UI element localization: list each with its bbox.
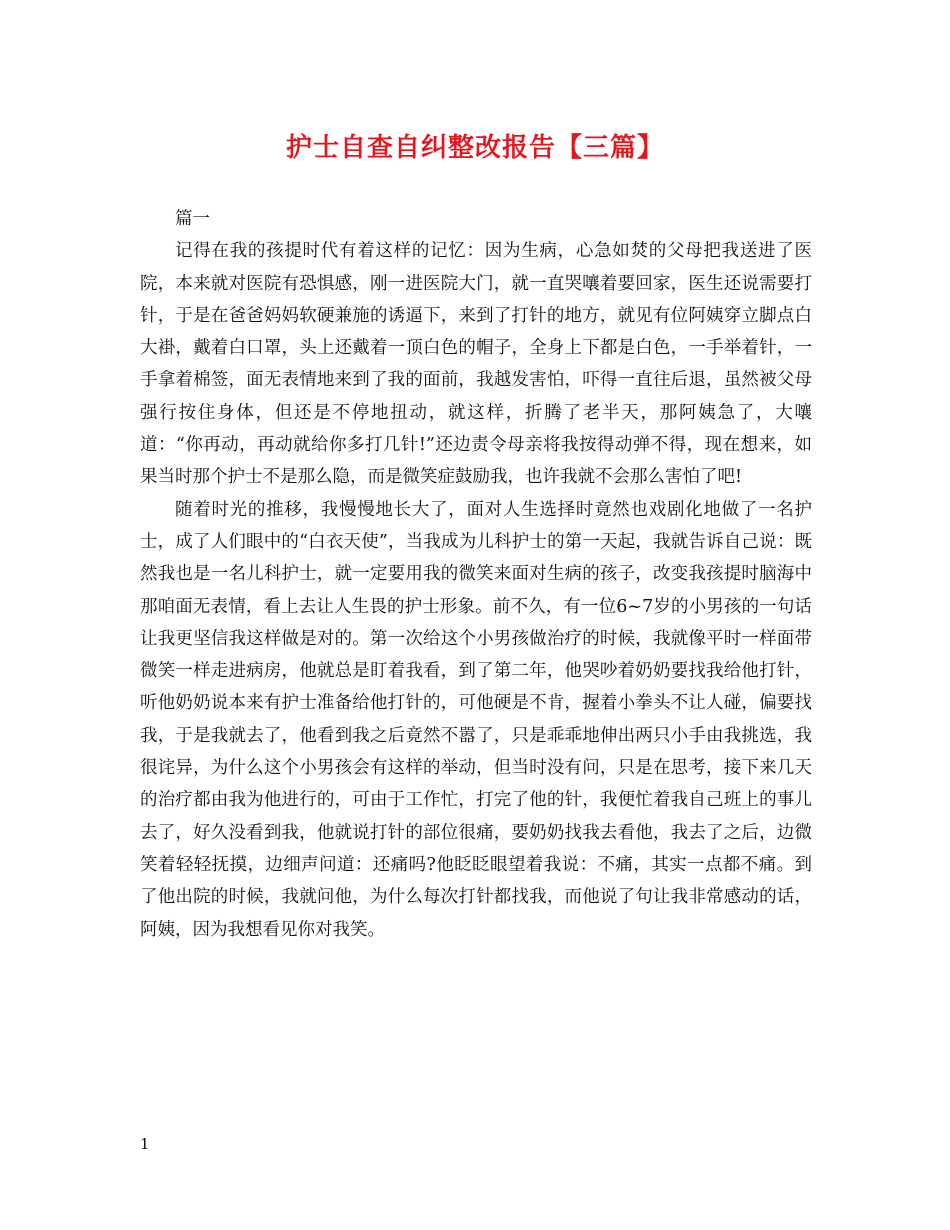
section-label: 篇一 bbox=[175, 209, 210, 229]
page-number: 1 bbox=[140, 1135, 150, 1153]
paragraph-1: 记得在我的孩提时代有着这样的记忆：因为生病，心急如焚的父母把我送进了医院，本来就对医院有恐惧感，刚一进医院大门，就一直哭嚷着要回家，医生还说需要打针，于是在爸爸妈妈软硬兼施的诱逼下，来到了打针的地方，就见有位阿姨穿立脚点白大褂，戴着白口罩，头上还戴着一顶白色的帽子，全身上下都是白色，一手举着针，一手拿着棉签，面无表情地来到了我的面前，我越发害怕，吓得一直往后退，虽然被父母强行按住身体，但还是不停地扭动，就这样，折腾了老半天，那阿姨急了，大嚷道：“你再动，再动就给你多打几针!”还边责令母亲将我按得动弹不得，现在想来，如果当时那个护士不是那么隐，而是微笑症鼓励我，也许我就不会那么害怕了吧! bbox=[140, 241, 812, 488]
document-title: 护士自查自纠整改报告【三篇】 bbox=[285, 133, 664, 163]
document-body bbox=[140, 203, 812, 946]
paragraph-2: 随着时光的推移，我慢慢地长大了，面对人生选择时竟然也戏剧化地做了一名护士，成了人们眼中的“白衣天使”，当我成为儿科护士的第一天起，我就告诉自己说：既然我也是一名儿科护士，就一定要用我的微笑来面对生病的孩子，改变我孩提时脑海中那咱面无表情，看上去让人生畏的护士形象。前不久，有一位6~7岁的小男孩的一句话让我更坚信我这样做是对的。第一次给这个小男孩做治疗的时候，我就像平时一样面带微笑一样走进病房，他就总是盯着我看，到了第二年，他哭吵着奶奶要找我给他打针，听他奶奶说本来有护士准备给他打针的，可他硬是不肯，握着小拳头不让人碰，偏要找我，于是我就去了，他看到我之后竟然不嚣了，只是乖乖地伸出两只小手由我挑选，我很诧异，为什么这个小男孩会有这样的举动，但当时没有问，只是在思考，接下来几天的治疗都由我为他进行的，可由于工作忙，打完了他的针，我便忙着我自己班上的事儿去了，好久没看到我，他就说打针的部位很痛，要奶奶找我去看他，我去了之后，边微笑着轻轻抚摸，边细声问道：还痛吗?他眨眨眼望着我说：不痛，其实一点都不痛。到了他出院的时候，我就问他，为什么每次打针都找我，而他说了句让我非常感动的话，阿姨，因为我想看见你对我笑。 bbox=[140, 499, 812, 940]
